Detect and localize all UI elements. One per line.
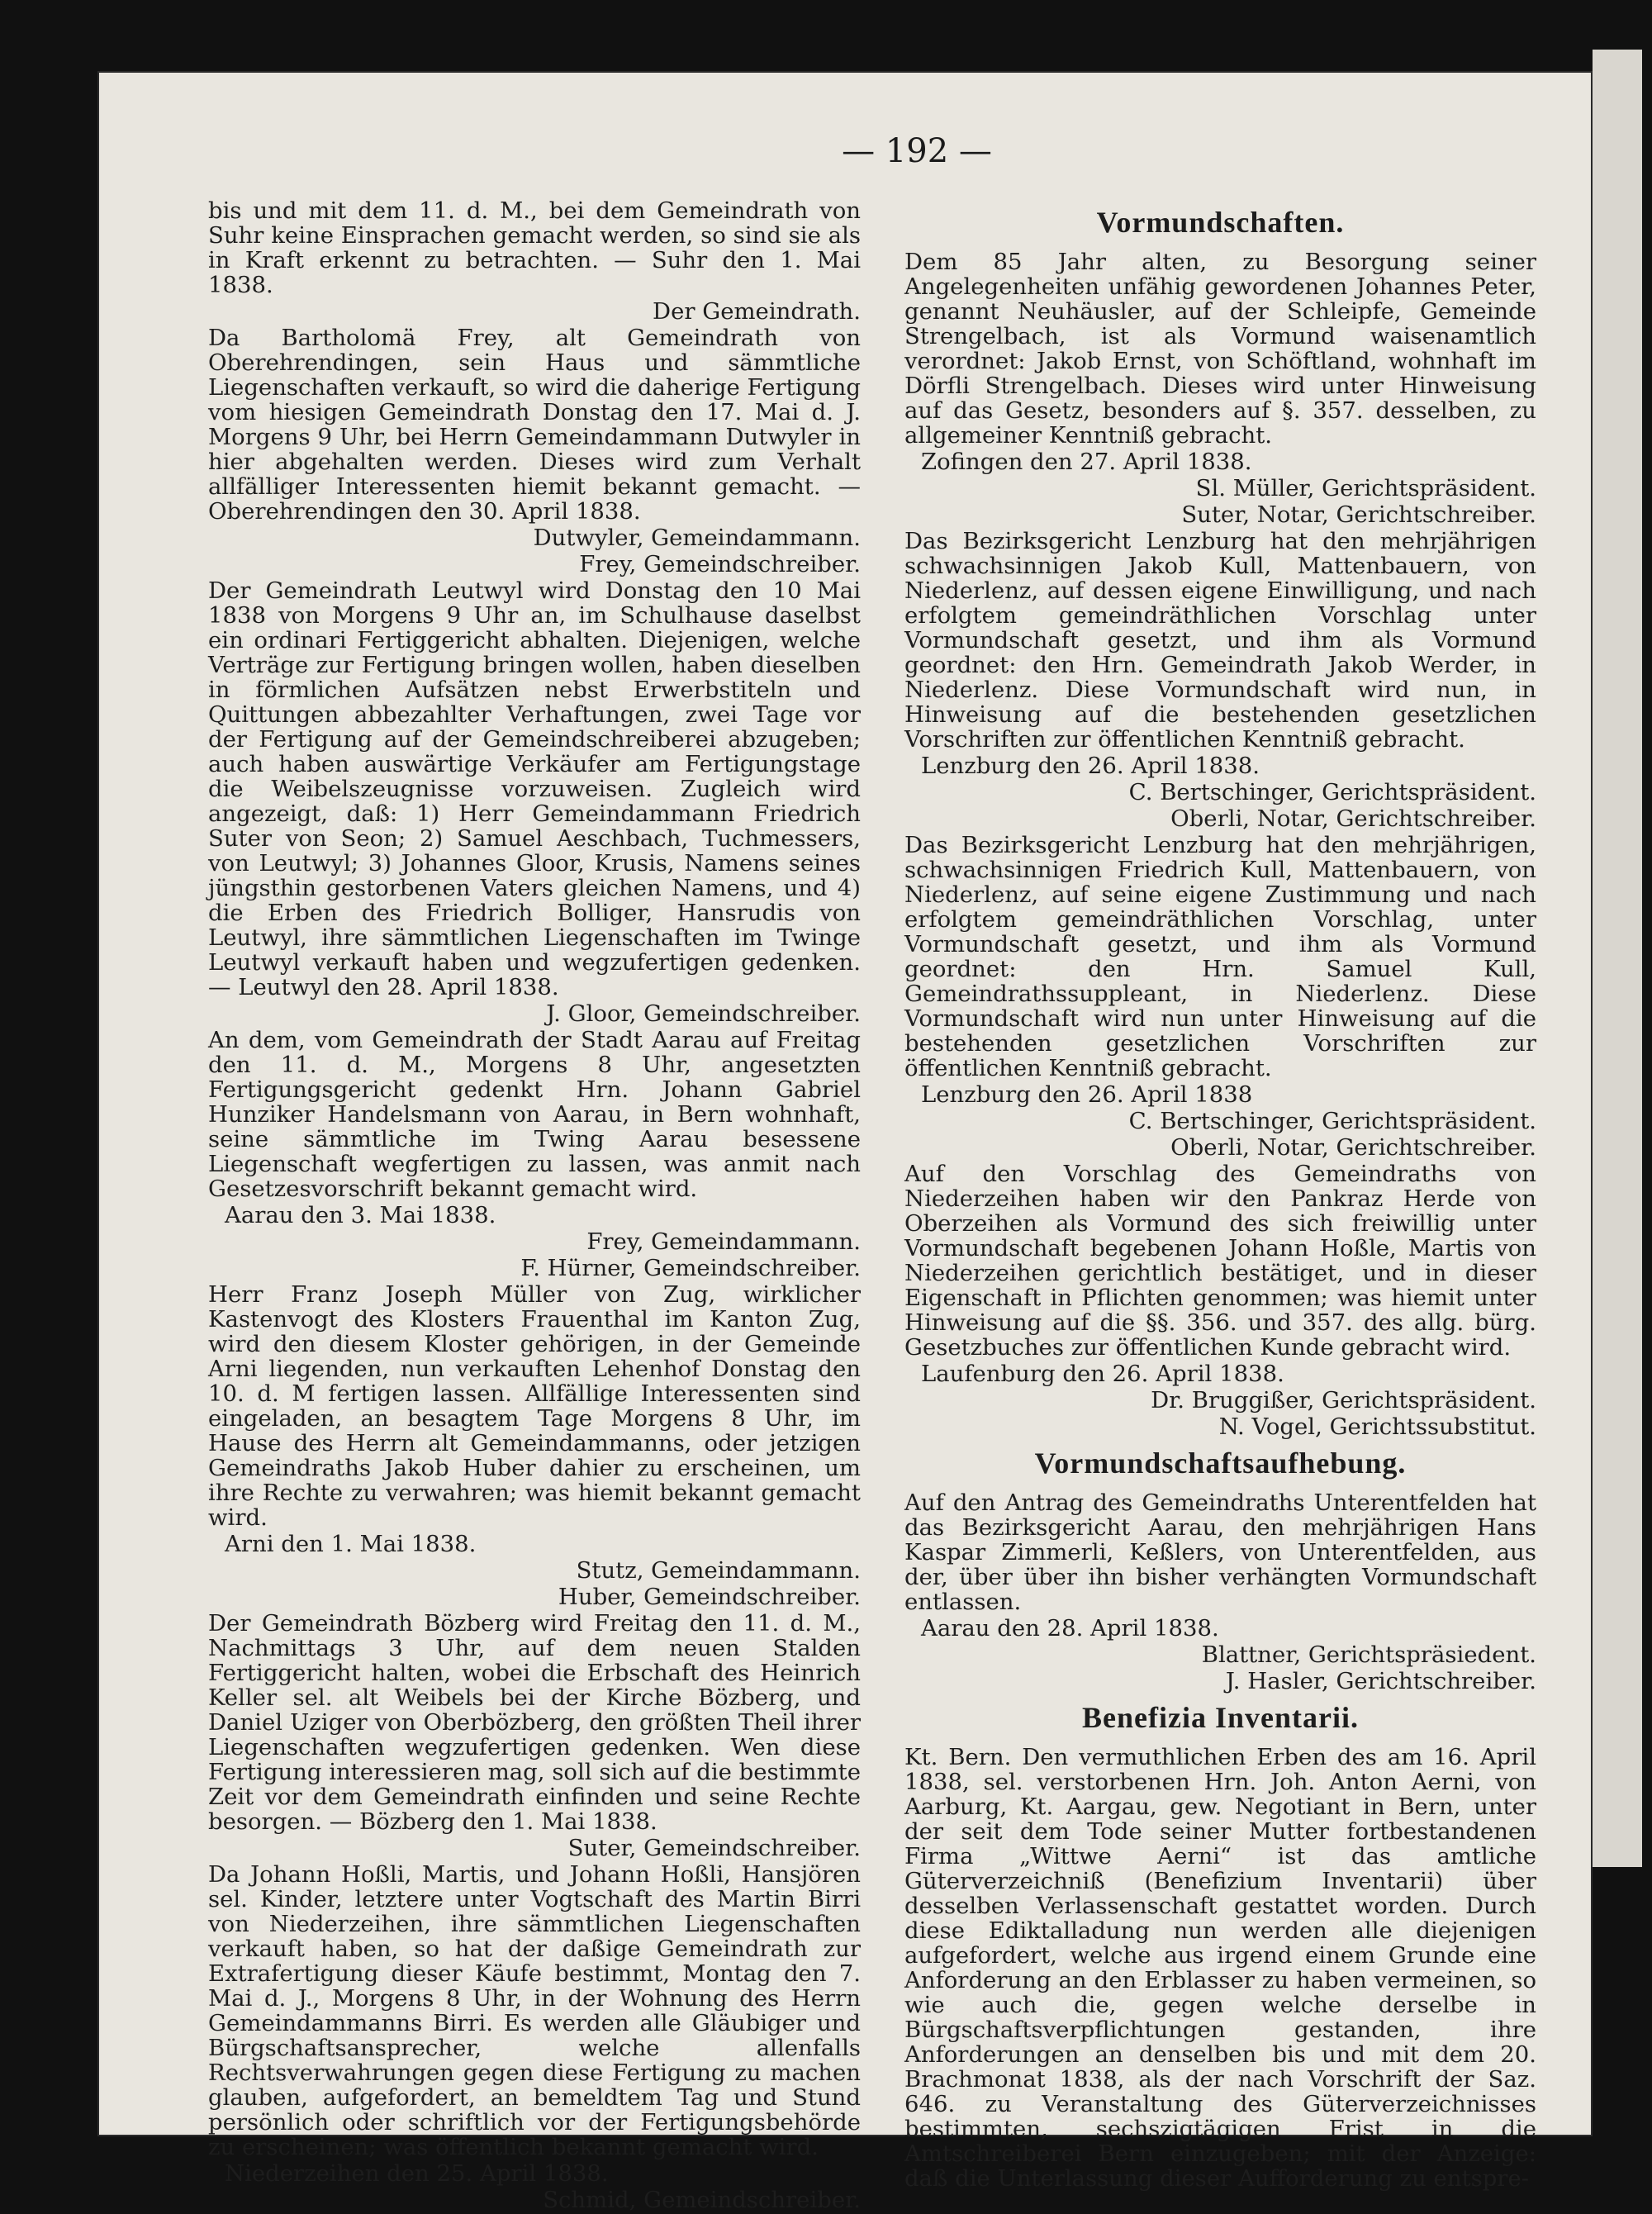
signature: Huber, Gemeindschreiber.	[558, 1584, 861, 1610]
place-date: Lenzburg den 26. April 1838.	[921, 753, 1260, 779]
signature: N. Vogel, Gerichtssubstitut.	[1218, 1413, 1536, 1440]
signature: Sl. Müller, Gerichtspräsident.	[1195, 475, 1536, 501]
section-heading-benefizia: Benefizia Inventarii.	[1082, 1701, 1359, 1734]
notice-aarau: An dem, vom Gemeindrath der Stadt Aarau auf Freitag den 11. d. M., Morgens 8 Uhr, angesetzten Fertigungsgericht gedenkt Hrn. Johann Gabriel Hunziker Handelsmann von Aarau, in Bern wohnhaft, seine sämmtliche im Twing Aarau besessene Liegenschaft wegfertigen zu lassen, was anmit nach Gesetzesvorschrift bekannt gemacht wird.	[208, 1027, 861, 1202]
signature: Suter, Gemeindschreiber.	[567, 1835, 861, 1861]
notice-suhr: bis und mit dem 11. d. M., bei dem Gemeindrath von Suhr keine Einsprachen gemacht werden, so sind sie als in Kraft erkennt zu betrachten. — Suhr den 1. Mai 1838.	[208, 197, 861, 298]
notice-zimmerli: Auf den Antrag des Gemeindraths Unterentfelden hat das Bezirksgericht Aarau, den mehrjährigen Hans Kaspar Zimmerli, Keßlers, von Unterentfelden, aus der, über über ihn bisher verhängten Vormundschaft entlassen.	[904, 1489, 1536, 1615]
signature: Oberli, Notar, Gerichtschreiber.	[1170, 1134, 1536, 1161]
page-number: — 192 —	[842, 132, 992, 170]
signature: Frey, Gemeindschreiber.	[579, 551, 861, 577]
left-column	[208, 198, 861, 2214]
signature: Dr. Bruggißer, Gerichtspräsident.	[1151, 1387, 1536, 1413]
signature: Stutz, Gemeindammann.	[576, 1557, 861, 1584]
signature: J. Hasler, Gerichtschreiber.	[1225, 1668, 1536, 1694]
signature: C. Bertschinger, Gerichtspräsident.	[1128, 779, 1536, 805]
section-heading-aufhebung: Vormundschaftsaufhebung.	[1034, 1447, 1407, 1480]
place-date: Laufenburg den 26. April 1838.	[921, 1361, 1284, 1387]
place-date: Arni den 1. Mai 1838.	[225, 1531, 477, 1557]
signature: Der Gemeindrath.	[653, 298, 861, 325]
right-column	[904, 198, 1536, 2193]
place-date: Zofingen den 27. April 1838.	[921, 449, 1252, 475]
section-heading-vormundschaften: Vormundschaften.	[1096, 206, 1345, 239]
notice-niederzeihen: Da Johann Hoßli, Martis, und Johann Hoßli, Hansjören sel. Kinder, letztere unter Vogtschaft des Martin Birri von Niederzeihen, ihre sämmtlichen Liegenschaften verkauft haben, so hat der daßige Gemeindrath zur Extrafertigung dieser Käufe bestimmt, Montag den 7. Mai d. J., Morgens 8 Uhr, in der Wohnung des Herrn Gemeindammanns Birri. Es werden alle Gläubiger und Bürgschaftsansprecher, welche allenfalls Rechtsverwahrungen gegen diese Fertigung zu machen glauben, aufgefordert, an bemeldtem Tag und Stund persönlich oder schriftlich vor der Fertigungsbehörde zu erscheinen; was öffentlich bekannt gemacht wird.	[208, 1861, 861, 2160]
signature: J. Gloor, Gemeindschreiber.	[546, 1000, 861, 1027]
place-date: Lenzburg den 26. April 1838	[921, 1081, 1253, 1108]
place-date: Aarau den 28. April 1838.	[921, 1615, 1219, 1641]
signature: Frey, Gemeindammann.	[586, 1228, 861, 1255]
notice-arni: Herr Franz Joseph Müller von Zug, wirklicher Kastenvogt des Klosters Frauenthal im Kanton Zug, wird den diesem Kloster gehörigen, in der Gemeinde Arni liegenden, nun verkauften Lehenhof Donstag den 10. d. M fertigen lassen. Allfällige Interessenten sind eingeladen, an besagtem Tage Morgens 8 Uhr, im Hause des Herrn alt Gemeindammanns, oder jetzigen Gemeindraths Jakob Huber dahier zu erscheinen, um ihre Rechte zu verwahren; was hiemit bekannt gemacht wird.	[208, 1281, 861, 1531]
notice-hossle: Auf den Vorschlag des Gemeindraths von Niederzeihen haben wir den Pankraz Herde von Oberzeihen als Vormund des sich freiwillig unter Vormundschaft begebenen Johann Hoßle, Martis von Niederzeihen gerichtlich bestätiget, und in dieser Eigenschaft in Pflichten genommen; was hiemit unter Hinweisung auf die §§. 356. und 357. des allg. bürg. Gesetzbuches zur öffentlichen Kunde gebracht wird.	[904, 1161, 1536, 1361]
notice-friedrich-kull: Das Bezirksgericht Lenzburg hat den mehrjährigen, schwachsinnigen Friedrich Kull, Mattenbauern, von Niederlenz, auf seine eigene Zustimmung und nach erfolgtem gemeindräthlichen Vorschlag, unter Vormundschaft gesetzt, und ihm als Vormund geordnet: den Hrn. Samuel Kull, Gemeindrathssuppleant, in Niederlenz. Diese Vormundschaft wird nun unter Hinweisung auf die bestehenden gesetzlichen Vorschriften zur öffentlichen Kenntniß gebracht.	[904, 832, 1536, 1081]
adjacent-page-edge	[1593, 50, 1642, 1867]
notice-oberehrendingen: Da Bartholomä Frey, alt Gemeindrath von Oberehrendingen, sein Haus und sämmtliche Liegenschaften verkauft, so wird die daherige Fertigung vom hiesigen Gemeindrath Donstag den 17. Mai d. J. Morgens 9 Uhr, bei Herrn Gemeindammann Dutwyler in hier abgehalten werden. Dieses wird zum Verhalt allfälliger Interessenten hiemit bekannt gemacht. — Oberehrendingen den 30. April 1838.	[208, 325, 861, 525]
notice-peter: Dem 85 Jahr alten, zu Besorgung seiner Angelegenheiten unfähig gewordenen Johannes Peter, genannt Neuhäusler, auf der Schleipfe, Gemeinde Strengelbach, ist als Vormund waisenamtlich verordnet: Jakob Ernst, von Schöftland, wohnhaft im Dörfli Strengelbach. Dieses wird unter Hinweisung auf das Gesetz, besonders auf §. 357. desselben, zu allgemeiner Kenntniß gebracht.	[904, 249, 1536, 449]
notice-boezberg: Der Gemeindrath Bözberg wird Freitag den 11. d. M., Nachmittags 3 Uhr, auf dem neuen Stalden Fertiggericht halten, wobei die Erbschaft des Heinrich Keller sel. alt Weibels bei der Kirche Bözberg, und Daniel Uziger von Oberbözberg, den größten Theil ihrer Liegenschaften wegzufertigen gedenken. Wen diese Fertigung interessieren mag, soll sich auf die bestimmte Zeit vor dem Gemeindrath einfinden und seine Rechte besorgen. — Bözberg den 1. Mai 1838.	[208, 1610, 861, 1835]
signature: Dutwyler, Gemeindammann.	[533, 525, 861, 551]
signature: Oberli, Notar, Gerichtschreiber.	[1170, 805, 1536, 832]
signature: Blattner, Gerichtspräsiedent.	[1201, 1641, 1536, 1668]
signature: C. Bertschinger, Gerichtspräsident.	[1128, 1108, 1536, 1134]
signature: Suter, Notar, Gerichtschreiber.	[1181, 501, 1536, 528]
notice-jakob-kull: Das Bezirksgericht Lenzburg hat den mehrjährigen schwachsinnigen Jakob Kull, Mattenbauern, von Niederlenz, auf dessen eigene Einwilligung, und nach erfolgtem gemeindräthlichen Vorschlag unter Vormundschaft gesetzt, und ihm als Vormund geordnet: den Hrn. Gemeindrath Jakob Werder, in Niederlenz. Diese Vormundschaft wird nun, in Hinweisung auf die bestehenden gesetzlichen Vorschriften zur öffentlichen Kenntniß gebracht.	[904, 528, 1536, 753]
notice-leutwyl: Der Gemeindrath Leutwyl wird Donstag den 10 Mai 1838 von Morgens 9 Uhr an, im Schulhause daselbst ein ordinari Fertiggericht abhalten. Diejenigen, welche Verträge zur Fertigung bringen wollen, haben dieselben in förmlichen Aufsätzen nebst Erwerbstiteln und Quittungen abbezahlter Verhaftungen, zwei Tage vor der Fertigung auf der Gemeindschreiberei abzugeben; auch haben auswärtige Verkäufer am Fertigungstage die Weibelszeugnisse vorzuweisen. Zugleich wird angezeigt, daß: 1) Herr Gemeindammann Friedrich Suter von Seon; 2) Samuel Aeschbach, Tuchmessers, von Leutwyl; 3) Johannes Gloor, Krusis, Namens seines jüngsthin gestorbenen Vaters gleichen Namens, und 4) die Erben des Friedrich Bolliger, Hansrudis von Leutwyl, ihre sämmtlichen Liegenschaften im Twinge Leutwyl verkauft haben und wegzufertigen gedenken. — Leutwyl den 28. April 1838.	[208, 577, 861, 1000]
signature: F. Hürner, Gemeindschreiber.	[520, 1255, 861, 1281]
signature: Schmid, Gemeindschreiber.	[543, 2187, 861, 2213]
notice-aerni: Kt. Bern. Den vermuthlichen Erben des am 16. April 1838, sel. verstorbenen Hrn. Joh. Anton Aerni, von Aarburg, Kt. Aargau, gew. Negotiant in Bern, unter der seit dem Tode seiner Mutter fortbestandenen Firma „Wittwe Aerni“ ist das amtliche Güterverzeichniß (Benefizium Inventarii) über desselben Verlassenschaft gestattet worden. Durch diese Ediktalladung nun werden alle diejenigen aufgefordert, welche aus irgend einem Grunde eine Anforderung an den Erblasser zu haben vermeinen, so wie auch die, gegen welche derselbe in Bürgschaftsverpflichtungen gestanden, ihre Anforderungen an denselben bis und mit dem 20. Brachmonat 1838, als der nach Vorschrift der Saz. 646. zu Veranstaltung des Güterverzeichnisses bestimmten, sechszigtägigen Frist in die Amtschreiberei Bern einzugeben; mit der Anzeige: daß die Unterlassung dieser Aufforderung zu entspre-	[904, 1744, 1536, 2192]
place-date: Niederzeihen den 25. April 1838.	[225, 2160, 609, 2187]
place-date: Aarau den 3. Mai 1838.	[225, 1202, 496, 1228]
